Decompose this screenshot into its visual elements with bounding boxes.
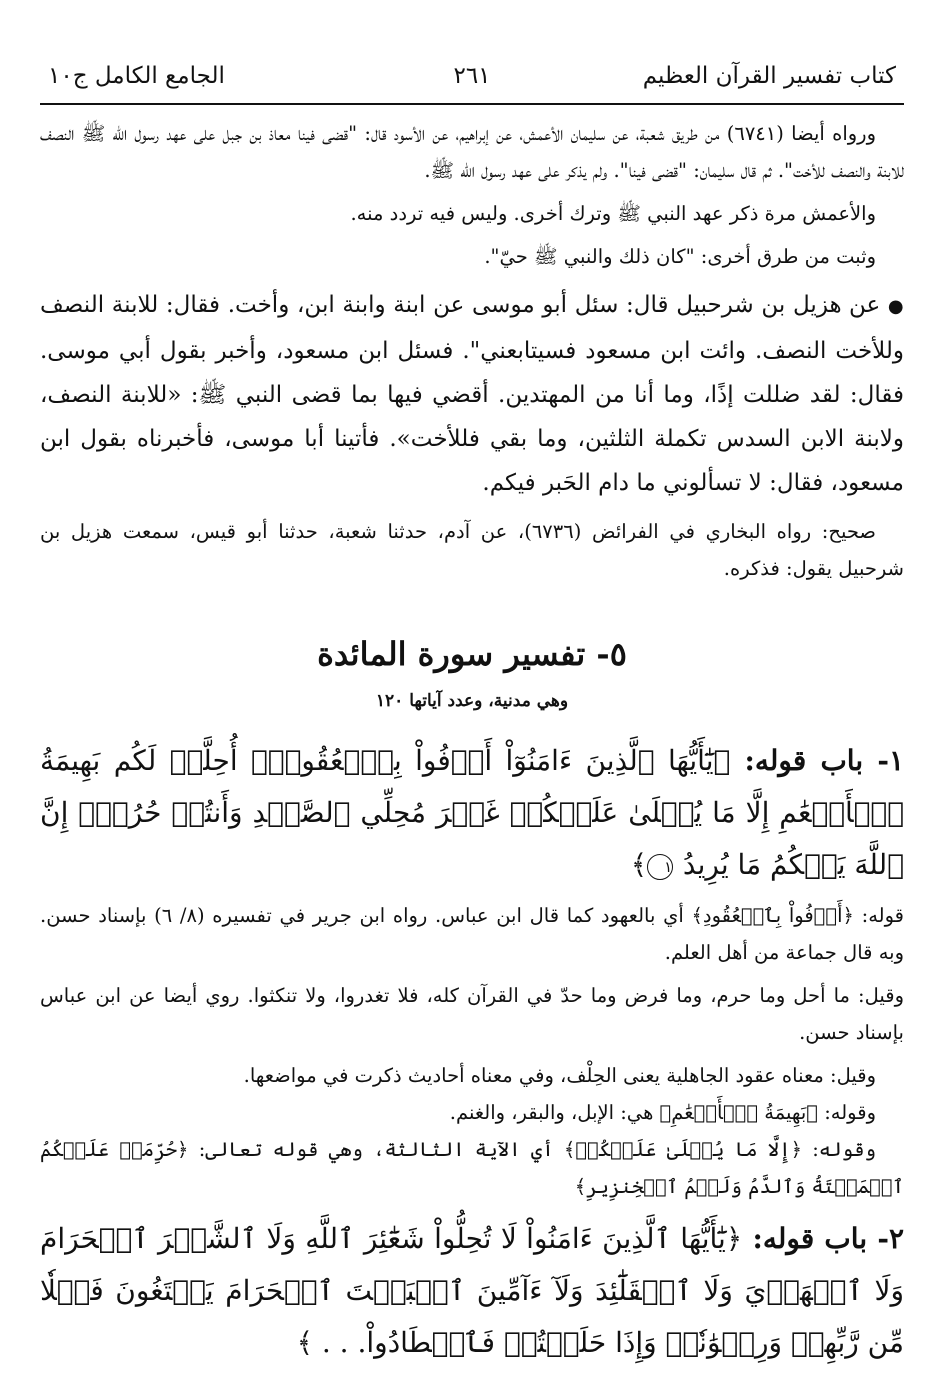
bab-1-label: ١- باب قوله: bbox=[744, 744, 904, 777]
volume-title: الجامع الكامل ج١٠ bbox=[48, 63, 225, 89]
commentary-paragraph: قوله: ﴿أَوۡفُواْ بِٱلۡعُقُودِ﴾ أي بالعهود كما قال ابن عباس. رواه ابن جرير في تفسيره (٨/ ٦) بإسناد حسن. وبه قال جماعة من أهل العلم. bbox=[40, 904, 904, 964]
surah-subtitle: وهي مدنية، وعدد آياتها ١٢٠ bbox=[375, 691, 569, 711]
hadith-grading: صحيح: رواه البخاري في الفرائض (٦٧٣٦)، عن آدم، حدثنا شعبة، حدثنا أبو قيس، سمعت هزيل بن شرحبيل يقول: فذكره. bbox=[40, 520, 904, 580]
narration-paragraph: وثبت من طرق أخرى: "كان ذلك والنبي ﷺ حيّ". bbox=[484, 245, 876, 268]
commentary-section bbox=[40, 897, 904, 1205]
surah-title: ٥- تفسير سورة المائدة bbox=[317, 635, 627, 673]
bab-2-verse: ﴿يَٰٓأَيُّهَا ٱلَّذِينَ ءَامَنُواْ لَا تُحِلُّواْ شَعَٰٓئِرَ ٱللَّهِ وَلَا ٱلشَّهۡرَ ٱلۡحَرَامَ وَلَا ٱلۡهَدۡيَ وَلَا ٱلۡقَلَٰٓئِدَ وَلَآ ءَآمِّينَ ٱلۡبَيۡتَ ٱلۡحَرَامَ يَبۡتَغُونَ فَضۡلٗا مِّن رَّبِّهِمۡ وَرِضۡوَٰنٗاۚ وَإِذَا حَلَلۡتُمۡ فَٱصۡطَادُواْ. . . ﴾ bbox=[40, 1222, 904, 1359]
narration-paragraph: ورواه أيضا (٦٧٤١) من طريق شعبة، عن سليمان الأعمش، عن إبراهيم، عن الأسود قال: "قضى فينا معاذ بن جبل على عهد رسول الله ﷺ النصف للابنة والنصف للأخت". ثم قال سليمان: "قضى فينا". ولم يذكر على عهد رسول الله ﷺ. bbox=[40, 122, 904, 182]
page-number: ٢٦١ bbox=[453, 63, 491, 89]
ayah-number-icon: ١ bbox=[647, 854, 673, 880]
verse-close-bracket: ﴾ bbox=[630, 848, 648, 881]
hadith-paragraph bbox=[40, 283, 904, 505]
bab-1-heading bbox=[40, 735, 904, 891]
hadith-text: عن هزيل بن شرحبيل قال: سئل أبو موسى عن ابنة وابنة ابن، وأخت. فقال: للابنة النصف وللأخت النصف. وائت ابن مسعود فسيتابعني". فسئل ابن مسعود، وأخبر بقول أبي موسى. فقال: لقد ضللت إذًا، وما أنا من المهتدين. أقضي فيها بما قضى النبي ﷺ: «للابنة النصف، ولابنة الابن السدس تكملة الثلثين، وما بقي فللأخت». فأتينا أبا موسى، فأخبرناه بقول ابن مسعود، فقال: لا تسألوني ما دام الحَبر فيكم. bbox=[40, 292, 904, 496]
running-header bbox=[40, 55, 904, 105]
commentary-paragraph: وقوله: ﴿إِلَّا مَا يُتۡلَىٰ عَلَيۡكُمۡ﴾ أي الآية الثالثة، وهي قوله تعالى: ﴿حُرِّمَتۡ عَلَيۡكُمُ ٱلۡمَيۡتَةُ وَٱلدَّمُ وَلَحۡمُ ٱلۡخِنزِيرِ﴾ bbox=[40, 1138, 904, 1198]
book-title: كتاب تفسير القرآن العظيم bbox=[642, 63, 896, 89]
narration-paragraph: والأعمش مرة ذكر عهد النبي ﷺ وترك أخرى. وليس فيه تردد منه. bbox=[350, 202, 876, 225]
book-page bbox=[40, 55, 905, 1359]
bullet-icon: ● bbox=[887, 296, 904, 317]
bab-1-verse: ﴿يَٰٓأَيُّهَا ٱلَّذِينَ ءَامَنُوٓاْ أَوۡفُواْ بِٱلۡعُقُودِۚ أُحِلَّتۡ لَكُم بَهِيمَةُ ٱلۡأَنۡعَٰمِ إِلَّا مَا يُتۡلَىٰ عَلَيۡكُمۡ غَيۡرَ مُحِلِّي ٱلصَّيۡدِ وَأَنتُمۡ حُرُمٌۗ إِنَّ ٱللَّهَ يَحۡكُمُ مَا يُرِيدُ bbox=[40, 744, 904, 881]
bab-2-label: ٢- باب قوله: bbox=[752, 1222, 905, 1255]
commentary-paragraph: وقيل: ما أحل وما حرم، وما فرض وما حدّ في القرآن كله، فلا تغدروا، ولا تنكثوا. روي أيضا عن ابن عباس بإسناد حسن. bbox=[40, 984, 904, 1044]
commentary-paragraph: وقوله: ﴿بَهِيمَةُ ٱلۡأَنۡعَٰمِ﴾ هي: الإبل، والبقر، والغنم. bbox=[449, 1101, 876, 1124]
narrations-section bbox=[40, 115, 904, 275]
bab-2-heading bbox=[40, 1213, 904, 1369]
commentary-paragraph: وقيل: معناه عقود الجاهلية يعنى الحِلْف، وفي معناه أحاديث ذكرت في مواضعها. bbox=[243, 1064, 876, 1087]
